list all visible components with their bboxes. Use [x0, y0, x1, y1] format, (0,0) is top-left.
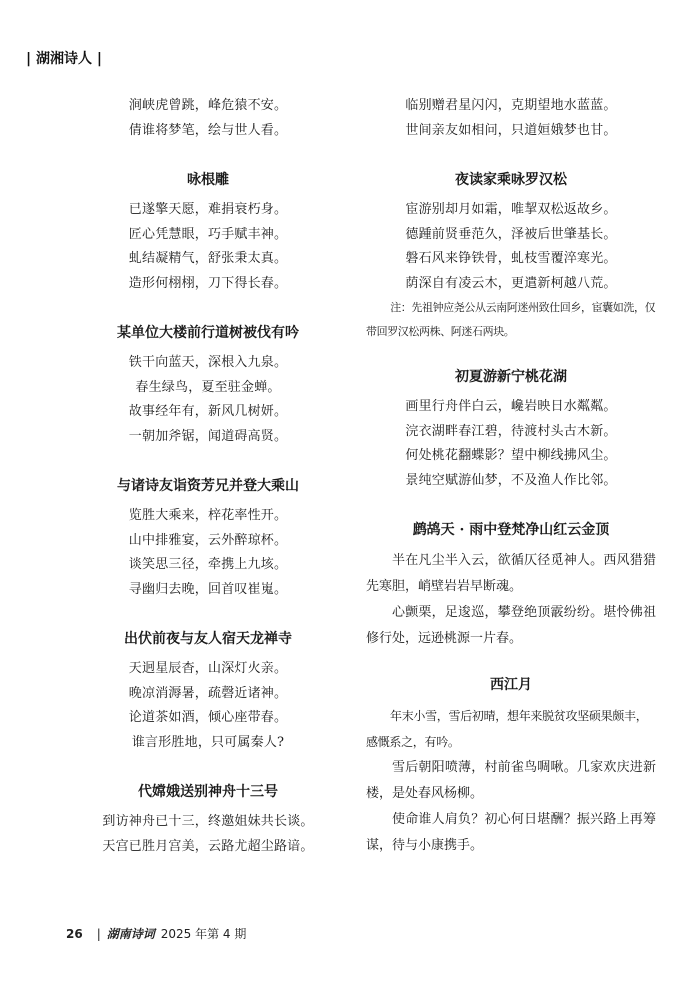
left-column	[88, 94, 328, 859]
poem-line: 览胜大乘来，梓花率性开。	[128, 508, 288, 523]
poem-line: 倩谁将梦笔，绘与世人看。	[128, 122, 288, 138]
poem	[88, 475, 328, 602]
poem-title: 夜读家乘咏罗汉松	[455, 172, 567, 188]
poem	[72, 781, 344, 859]
right-column	[366, 94, 656, 859]
poem-line: 景纯空赋游仙梦，不及渔人作比邻。	[405, 472, 617, 488]
poem-line: 浣衣湖畔春江碧，待渡村头古木新。	[405, 423, 617, 439]
poem-line: 山中排雅宴，云外醉琼杯。	[128, 532, 288, 548]
section-header: | 湖湘诗人 |	[26, 51, 102, 67]
poem	[366, 169, 656, 344]
poem	[88, 628, 328, 755]
poem-line: 论道茶如酒，倾心座带春。	[128, 710, 288, 725]
poem-title: 咏根雕	[187, 172, 229, 188]
poem-line: 寻幽归去晚，回首叹崔嵬。	[128, 581, 288, 597]
poem-line: 涧峡虎曾跳，峰危猿不安。	[128, 98, 288, 113]
poem-line: 一朝加斧锯，闻道碍高贤。	[128, 428, 288, 444]
poem-line: 虬结凝精气，舒张秉太真。	[128, 251, 288, 266]
poem-fragment	[366, 94, 656, 143]
page-number: 26	[66, 927, 83, 941]
poem-title: 某单位大楼前行道树被伐有吟	[117, 325, 299, 341]
poem-line: 画里行舟伴白云，巉岩映日水粼粼。	[405, 399, 617, 414]
poem-line: 造形何栩栩，刀下得长春。	[128, 275, 288, 291]
poem-line: 荫深自有凌云木，更遣新柯越八荒。	[405, 275, 617, 291]
poem	[88, 322, 328, 449]
magazine-name: 湖南诗词	[106, 927, 155, 941]
poem-paragraph: 心颤栗，足逡巡，攀登绝顶霰纷纷。堪怜佛祖修行处，远逊桃源一片春。	[366, 605, 656, 646]
poem-preface: 年末小雪，雪后初晴，想年来脱贫攻坚硕果颇丰，感慨系之，有吟。	[366, 709, 648, 749]
poem-line: 宦游别却月如霜，唯挈双松返故乡。	[405, 202, 617, 217]
poem-line: 春生绿鸟，夏至驻金蝉。	[135, 379, 281, 395]
poem	[366, 674, 656, 859]
poem-fragment	[88, 94, 328, 143]
poem-line: 世间亲友如相问，只道姮娥梦也甘。	[405, 122, 617, 138]
poem-title: 出伏前夜与友人宿天龙禅寺	[124, 631, 292, 647]
poem-line: 德踵前贤垂范久，泽被后世肇基长。	[405, 226, 617, 242]
poem-line: 晚凉消溽暑，疏磬近诸神。	[128, 685, 288, 701]
poem-paragraph: 半在凡尘半入云，欲循仄径觅神人。西风猎猎先寒胆，峭壁岩岩早断魂。	[366, 553, 656, 594]
poem-line: 铁干向蓝天，深根入九泉。	[128, 355, 288, 370]
poem-line: 到访神舟已十三，终邀姐妹共长谈。	[102, 814, 314, 829]
poem-title: 与诸诗友诣资芳兄并登大乘山	[117, 478, 299, 494]
poem-title: 西江月	[490, 677, 532, 693]
poem	[88, 169, 328, 296]
poem	[366, 366, 656, 493]
poem-line: 天宫已胜月宫美，云路尤超尘路谙。	[102, 838, 314, 854]
poem-note: 注：先祖钟应尧公从云南阿迷州致仕回乡，宦囊如洗，仅带回罗汉松两株、阿迷石两块。	[366, 301, 656, 338]
poem-line: 临别赠君星闪闪，克期望地水蓝蓝。	[405, 98, 617, 113]
poem-line: 何处桃花翻蝶影？望中柳线拂风尘。	[405, 448, 617, 463]
issue-label: 2025 年第 4 期	[160, 927, 247, 941]
poem-title: 代嫦娥送别神舟十三号	[138, 784, 278, 800]
poem-title: 初夏游新宁桃花湖	[455, 369, 567, 385]
poem	[366, 519, 656, 652]
poem-line: 谈笑思三径，牵携上九垓。	[128, 557, 288, 572]
poem-paragraph: 使命谁人肩负？初心何日堪酬？振兴路上再筹谋，待与小康携手。	[366, 812, 656, 853]
poem-line: 磐石风来铮铁骨，虬枝雪覆淬寒光。	[405, 251, 617, 266]
poem-line: 故事经年有，新风几树妍。	[128, 404, 288, 419]
page-footer: 26 | 湖南诗词 2025 年第 4 期	[66, 927, 247, 941]
poem-title: 鹧鸪天 · 雨中登梵净山红云金顶	[412, 522, 610, 538]
poem-line: 已遂擎天愿，难捐衰朽身。	[128, 202, 288, 217]
poem-line: 谁言形胜地，只可属秦人?	[131, 734, 285, 750]
poem-line: 匠心凭慧眼，巧手赋丰神。	[128, 226, 288, 242]
poem-line: 天迥星辰杳，山深灯火亲。	[128, 661, 288, 676]
poem-paragraph: 雪后朝阳喷薄，村前雀鸟啁啾。几家欢庆进新楼，是处春风杨柳。	[366, 760, 656, 801]
